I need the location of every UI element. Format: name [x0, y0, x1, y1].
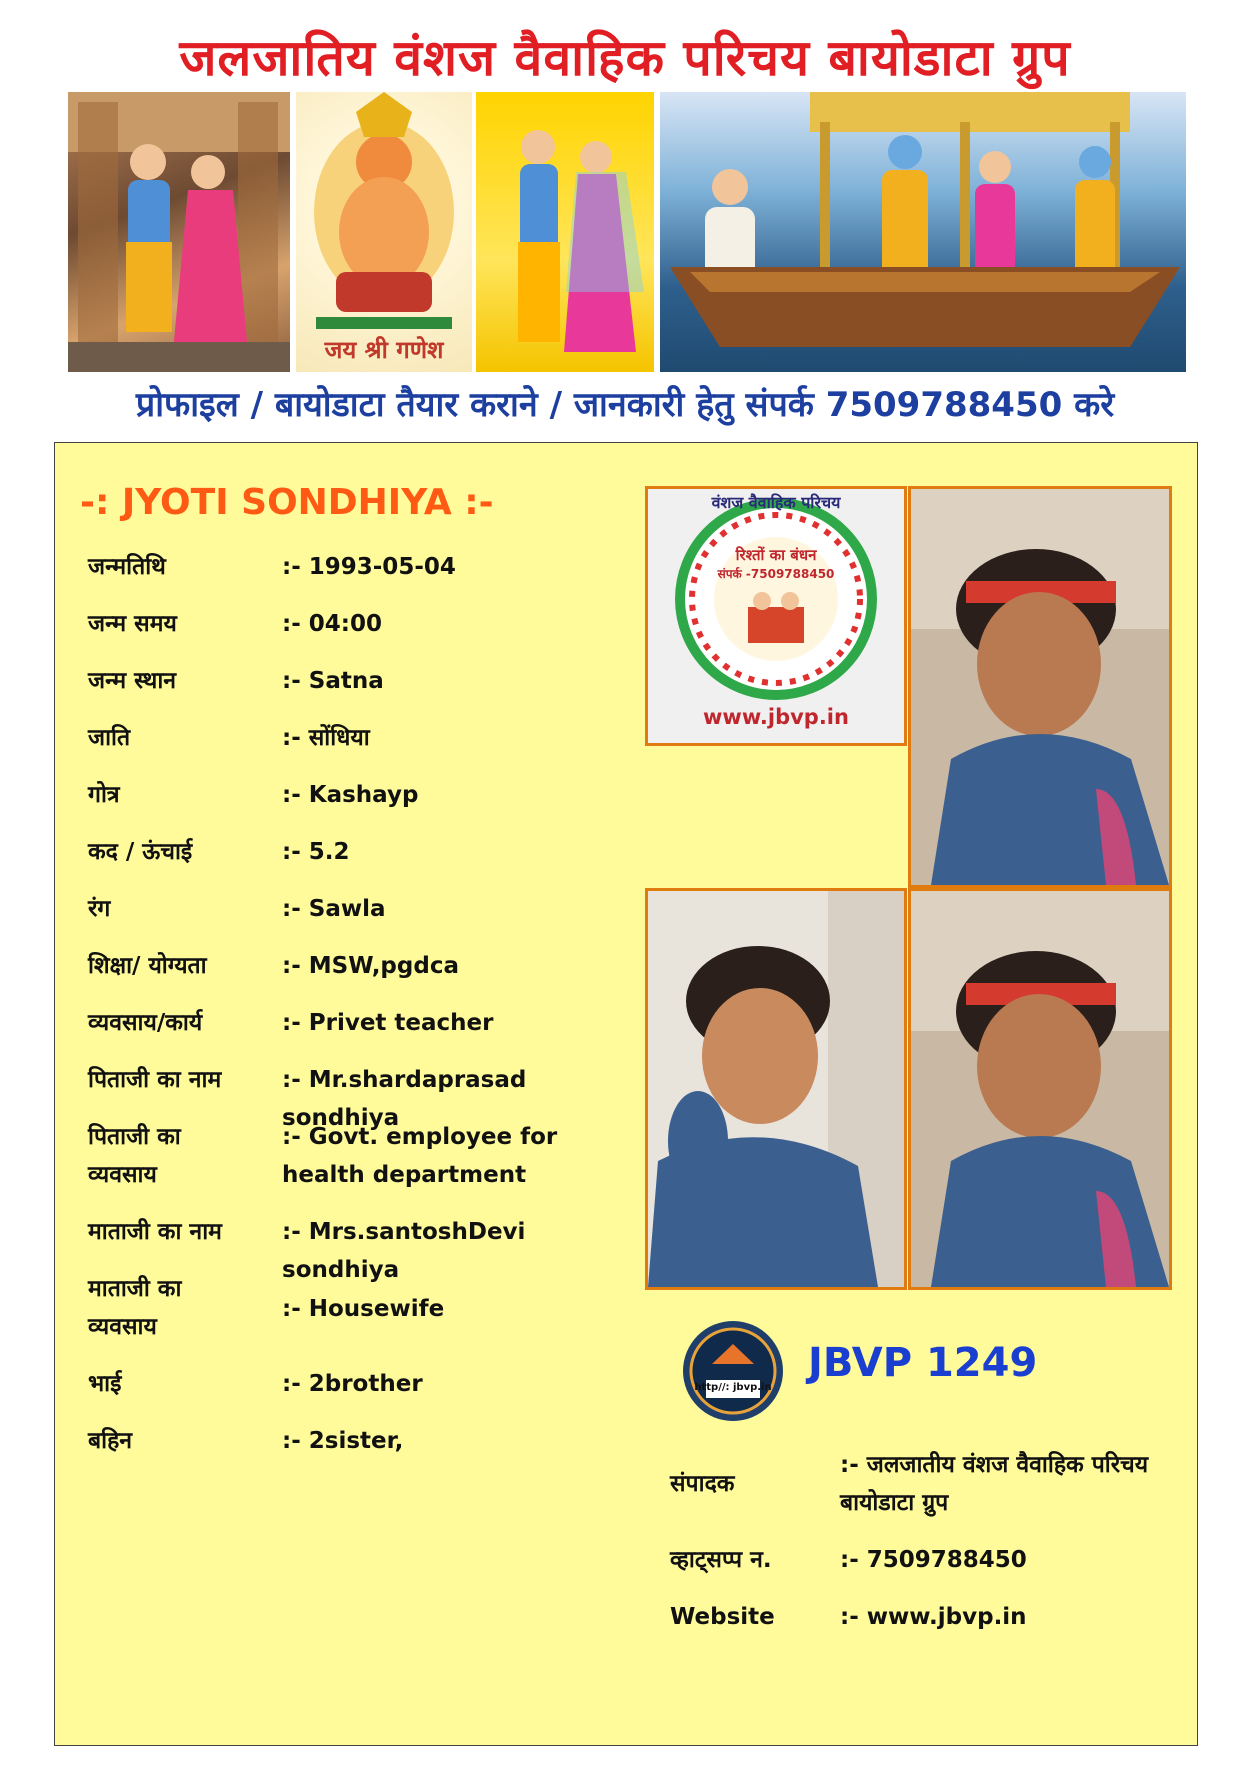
label-editor: संपादक: [670, 1471, 735, 1497]
profile-photo-3: [908, 888, 1172, 1290]
value-father-occupation: :- Govt. employee for health department: [282, 1124, 558, 1188]
label-whatsapp: व्हाट्सप्प न.: [670, 1547, 772, 1573]
value-father-name: :- Mr.shardaprasad sondhiya: [282, 1067, 527, 1131]
value-dob: :- 1993-05-04: [282, 554, 456, 580]
label-brothers: भाई: [88, 1371, 122, 1397]
group-logo: [645, 486, 907, 746]
label-caste: जाति: [88, 725, 131, 751]
label-birth-time: जन्म समय: [88, 611, 177, 637]
profile-id: JBVP 1249: [808, 1340, 1038, 1386]
logo-contact: संपर्क -7509788450: [717, 567, 835, 581]
value-birth-place: :- Satna: [282, 668, 384, 694]
label-gotra: गोत्र: [88, 782, 120, 808]
label-dob: जन्मतिथि: [88, 554, 166, 580]
value-mother-occupation: :- Housewife: [282, 1296, 445, 1322]
profile-photo-1: [908, 486, 1172, 888]
ganesh-caption: जय श्री गणेश: [324, 336, 444, 364]
banner-image-ram-sita: [476, 92, 654, 372]
label-website: Website: [670, 1604, 775, 1630]
banner-image-ram-sita-wedding: [68, 92, 290, 372]
label-complexion: रंग: [88, 896, 111, 922]
page-title: जलजातिय वंशज वैवाहिक परिचय बायोडाटा ग्रुप: [179, 29, 1071, 87]
logo-inner-text: रिश्तों का बंधन: [735, 546, 817, 564]
value-gotra: :- Kashayp: [282, 782, 419, 808]
value-editor: :- जलजातीय वंशज वैवाहिक परिचय बायोडाटा ग्रुप: [840, 1452, 1149, 1516]
label-sisters: बहिन: [88, 1428, 133, 1454]
value-birth-time: :- 04:00: [282, 611, 382, 637]
value-website: :- www.jbvp.in: [840, 1604, 1027, 1630]
label-birth-place: जन्म स्थान: [88, 668, 177, 694]
label-occupation: व्यवसाय/कार्य: [88, 1010, 203, 1036]
value-mother-name: :- Mrs.santoshDevi sondhiya: [282, 1219, 526, 1283]
value-brothers: :- 2brother: [282, 1371, 423, 1397]
banner-image-ganesh: [296, 92, 472, 372]
value-whatsapp: :- 7509788450: [840, 1547, 1027, 1573]
banner-image-boat-scene: [660, 92, 1186, 372]
value-occupation: :- Privet teacher: [282, 1010, 494, 1036]
profile-name: -: JYOTI SONDHIYA :-: [80, 482, 494, 523]
value-sisters: :- 2sister,: [282, 1428, 404, 1454]
label-mother-occupation: माताजी का व्यवसाय: [88, 1276, 182, 1340]
contact-banner-text: प्रोफाइल / बायोडाटा तैयार कराने / जानकारी हेतु संपर्क 7509788450 करे: [135, 385, 1115, 425]
label-mother-name: माताजी का नाम: [88, 1219, 222, 1245]
label-education: शिक्षा/ योग्यता: [88, 953, 207, 979]
value-education: :- MSW,pgdca: [282, 953, 459, 979]
logo-ring-text: वंशज वैवाहिक परिचय: [711, 493, 841, 512]
label-father-name: पिताजी का नाम: [88, 1067, 222, 1093]
value-height: :- 5.2: [282, 839, 350, 865]
label-father-occupation: पिताजी का व्यवसाय: [88, 1124, 181, 1188]
label-height: कद / ऊंचाई: [88, 839, 193, 865]
logo-url: www.jbvp.in: [703, 705, 849, 729]
website-emblem-icon: [682, 1320, 784, 1422]
value-caste: :- सोंधिया: [282, 725, 370, 751]
profile-photo-2: [645, 888, 907, 1290]
emblem-text: http//: jbvp.in: [694, 1382, 772, 1393]
value-complexion: :- Sawla: [282, 896, 386, 922]
